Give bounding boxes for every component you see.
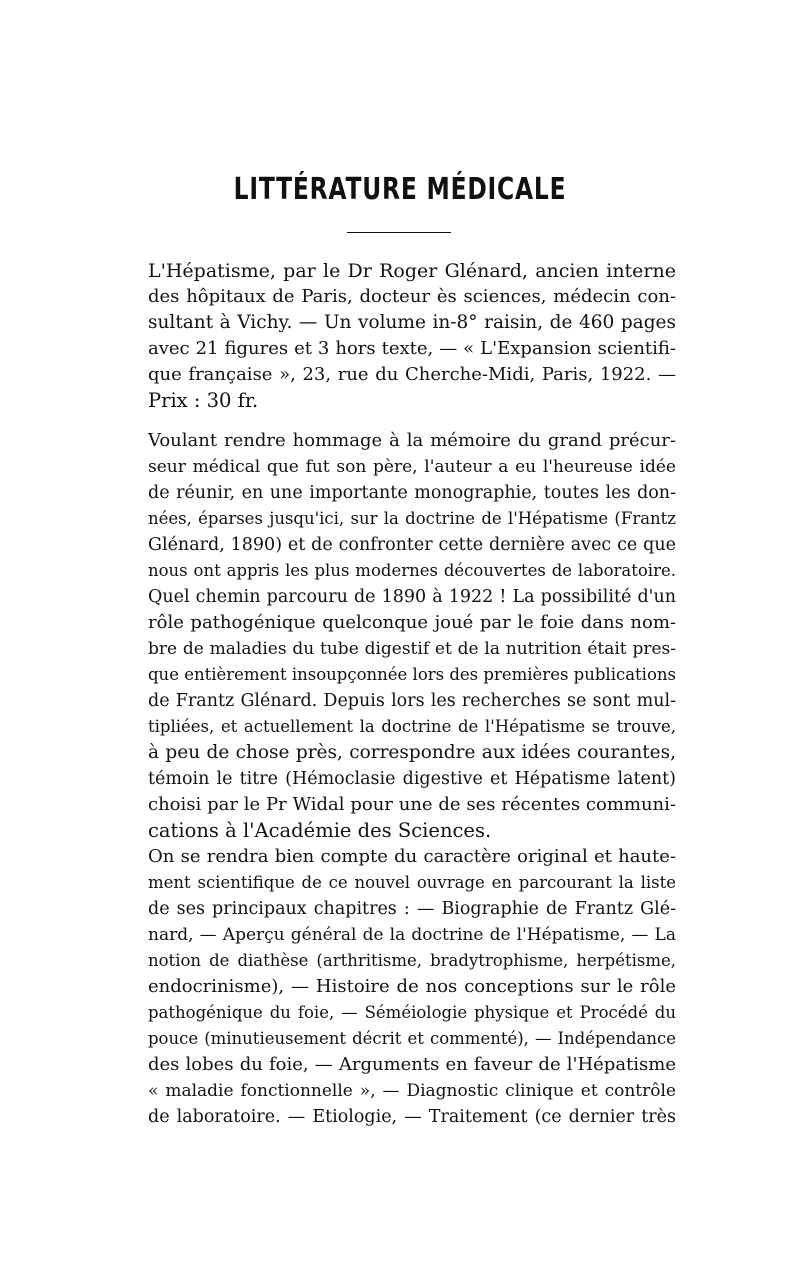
reference-line: Prix : 30 fr. xyxy=(148,389,259,412)
body-line: bre de maladies du tube digestif et de la nutrition était pres- xyxy=(148,639,676,659)
body-line: pathogénique du foie, — Séméiologie physique et Procédé du xyxy=(148,1003,676,1022)
body-line: à peu de chose près, correspondre aux idées courantes, xyxy=(148,742,676,763)
title-rule xyxy=(347,232,451,233)
body-line: de ses principaux chapitres : — Biographie de Frantz Glé- xyxy=(148,899,676,919)
body-line: cations à l'Académie des Sciences. xyxy=(148,819,492,842)
reference-line: L'Hépatisme, par le Dr Roger Glénard, ancien interne xyxy=(148,260,676,282)
reference-line: que française », 23, rue du Cherche-Midi, Paris, 1922. — xyxy=(148,364,676,385)
reference-line: avec 21 figures et 3 hors texte, — « L'Expansion scientifi- xyxy=(148,338,676,359)
page-title: LITTÉRATURE MÉDICALE xyxy=(233,172,567,207)
body-line: Quel chemin parcouru de 1890 à 1922 ! La possibilité d'un xyxy=(148,587,676,607)
body-line: Glénard, 1890) et de confronter cette dernière avec ce que xyxy=(148,535,676,555)
body-line: seur médical que fut son père, l'auteur a eu l'heureuse idée xyxy=(148,457,676,477)
body-line: ment scientifique de ce nouvel ouvrage en parcourant la liste xyxy=(148,873,676,892)
body-line: de laboratoire. — Etiologie, — Traitement (ce dernier très xyxy=(148,1107,676,1127)
body-line: « maladie fonctionnelle », — Diagnostic clinique et contrôle xyxy=(148,1081,676,1101)
body-line: pouce (minutieusement décrit et commenté), — Indépendance xyxy=(148,1029,676,1048)
body-line: de Frantz Glénard. Depuis lors les recherches se sont mul- xyxy=(148,691,676,711)
body-line: nous ont appris les plus modernes découvertes de laboratoire. xyxy=(148,561,676,580)
reference-line: des hôpitaux de Paris, docteur ès sciences, médecin con- xyxy=(148,286,676,307)
body-line: On se rendra bien compte du caractère original et haute- xyxy=(148,846,676,867)
body-line: des lobes du foie, — Arguments en faveur de l'Hépatisme xyxy=(148,1054,676,1075)
body-line: rôle pathogénique quelconque joué par le foie dans nom- xyxy=(148,612,676,633)
body-line: que entièrement insoupçonnée lors des premières publications xyxy=(148,665,676,684)
body-line: nées, éparses jusqu'ici, sur la doctrine de l'Hépatisme (Frantz xyxy=(148,509,676,528)
body-line: Voulant rendre hommage à la mémoire du grand précur- xyxy=(148,430,676,451)
body-line: endocrinisme), — Histoire de nos conceptions sur le rôle xyxy=(148,976,676,997)
body-line: de réunir, en une importante monographie, toutes les don- xyxy=(148,483,676,503)
reference-line: sultant à Vichy. — Un volume in-8° raisin, de 460 pages xyxy=(148,312,676,333)
body-line: tipliées, et actuellement la doctrine de l'Hépatisme se trouve, xyxy=(148,717,676,736)
body-line: notion de diathèse (arthritisme, bradytrophisme, herpétisme, xyxy=(148,951,676,970)
body-line: choisi par le Pr Widal pour une de ses récentes communi- xyxy=(148,794,676,815)
body-line: nard, — Aperçu général de la doctrine de l'Hépatisme, — La xyxy=(148,925,676,945)
body-line: témoin le titre (Hémoclasie digestive et Hépatisme latent) xyxy=(148,769,676,789)
